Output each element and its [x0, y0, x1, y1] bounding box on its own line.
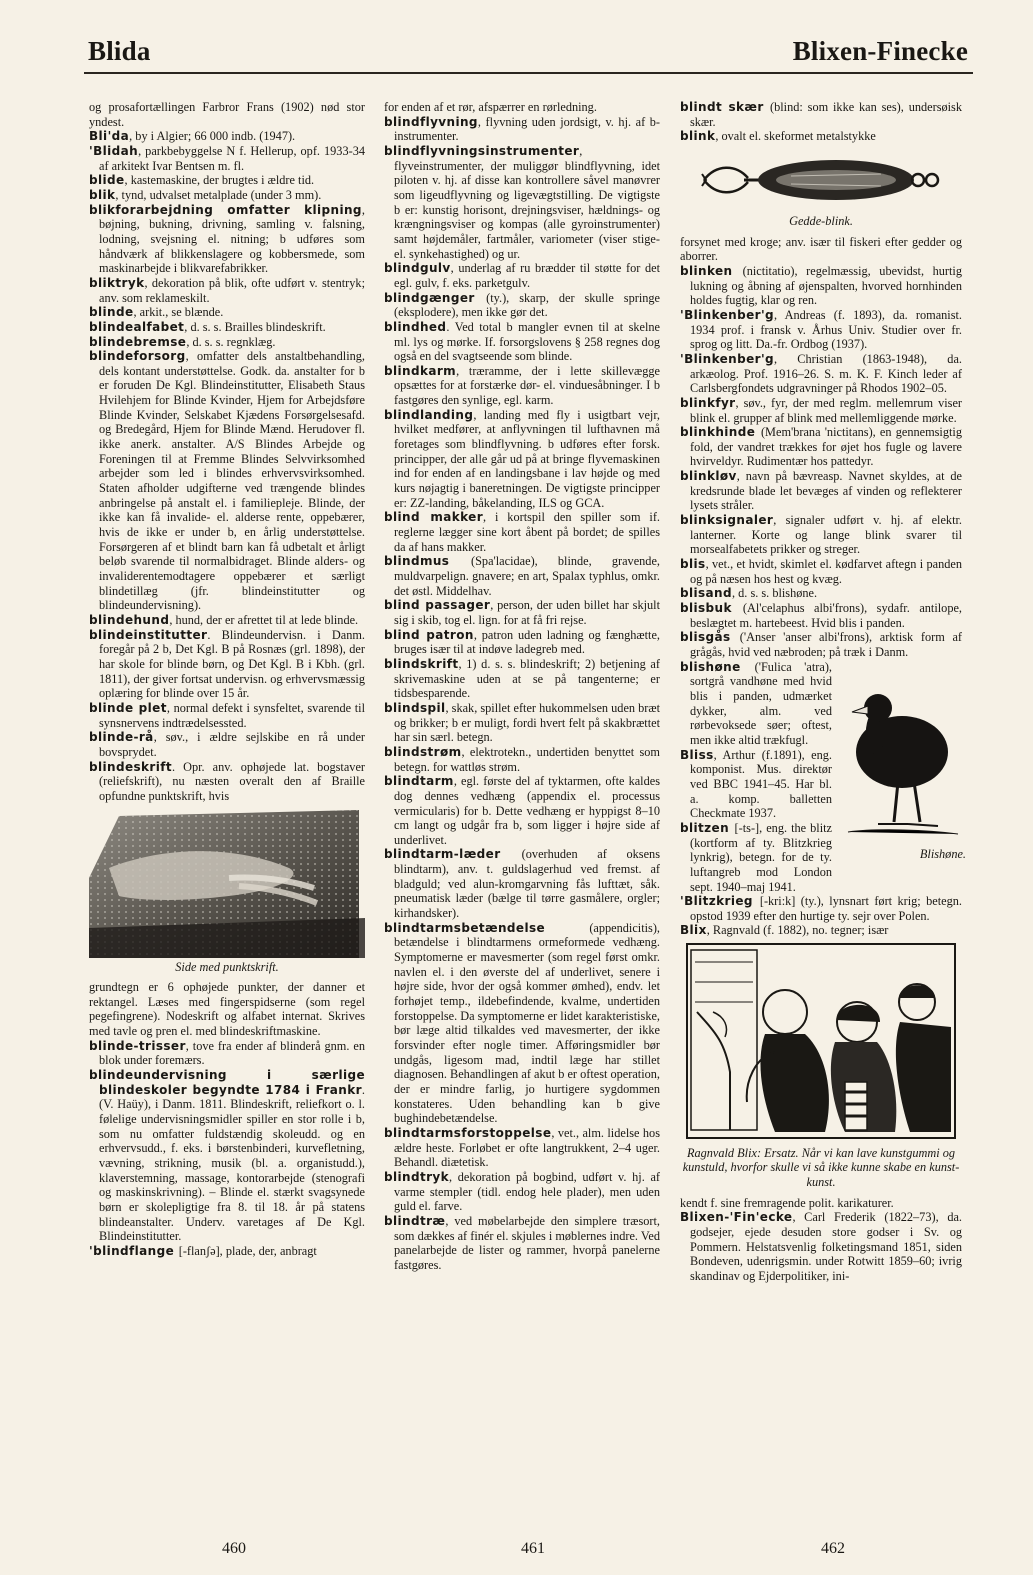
entry-headword: 'Blinkenber'g — [680, 307, 775, 322]
column-462-entries — [680, 100, 962, 144]
dictionary-entry: blisbuk (Al'celaphus albi'frons), sydafr. antilope, beslægtet m. hartebeest. Hvid blis i panden. — [680, 601, 963, 630]
dictionary-entry: blindeskrift. Opr. anv. ophøjede lat. bogstaver (reliefskrift), nu næsten overalt den af Braille opfundne punktskrift, hvis — [89, 759, 365, 803]
dictionary-entry: blindstrøm, elektrotekn., undertiden benyttet som betegn. for wattløs strøm. — [384, 744, 660, 774]
entry-headword: blinkhinde — [680, 425, 761, 440]
dictionary-entry: blindtryk, dekoration på bogbind, udført v. hj. af varme stempler (tidl. endog hele plader), men uden guld el. farve. — [384, 1169, 660, 1214]
entry-headword: blindeinstitutter — [89, 627, 208, 642]
dictionary-entry: blide, kastemaskine, der brugtes i ældre tid. — [89, 173, 315, 188]
entry-headword: blitzen — [680, 820, 735, 835]
entry-headword: blind makker — [384, 510, 484, 525]
dictionary-entry: blindtarm, egl. første del af tyktarmen, ofte kaldes dog dennes vedhæng (appendix el. processus vermicularis) for b. Dette vedhæng er hyppigst 8–10 cm langt og udgår fra b, som ligger i højre side af underlivet. — [384, 774, 660, 847]
entry-headword: blind passager — [384, 598, 491, 613]
entry-headword: blishøne — [680, 659, 755, 674]
entry-headword: blind patron — [384, 627, 474, 642]
entry-headword: blinkløv — [680, 469, 737, 484]
entry-headword: blindehund — [89, 612, 170, 627]
entry-headword: blindtarmsbetændelse — [384, 920, 590, 935]
dictionary-entry: blindtarm-læder (overhuden af oksens blindtarm), anv. t. guldslagerhud ved fremst. af bladguld; ved alun-kromgarvning fås lufttæt, såk. pneumatisk læder (bælge til tørre gasmålere, orgler; kirhandsker). — [384, 847, 660, 921]
dictionary-entry: blinkfyr, søv., fyr, der med reglm. mellemrum viser blink el. grupper af blink med mellemliggende mørke. — [680, 395, 962, 425]
entry-headword: 'Blidah — [89, 143, 139, 158]
dictionary-entry: blitzen [-ts-], eng. the blitz (kortform af ty. Blitzkrieg lynkrig), betegn. for de ty. luftangreb mod London sept. 1940–maj 1941. — [680, 820, 832, 894]
entry-headword: blindkarm — [384, 363, 457, 378]
dictionary-entry: 'Blitzkrieg [-kri:k] (ty.), lynsnart ført krig; betegn. opstod 1939 efter den hurtige ty. sejr over Polen. — [680, 894, 962, 923]
ragnvald-blix-caricature — [685, 942, 957, 1140]
entry-headword: blindspil — [384, 700, 446, 715]
dictionary-entry: blindgulv, underlag af ru brædder til støtte for det egl. gulv, f. eks. parketgulv. — [384, 261, 660, 290]
entry-headword: blindt skær — [680, 100, 771, 114]
entry-headword: blisbuk — [680, 601, 743, 616]
entry-headword: blindtarmsforstoppelse — [384, 1125, 552, 1140]
dictionary-entry: Bliss, Arthur (f.1891), eng. komponist. Mus. direktør ved BBC 1941–45. Har bl. a. komp. balletten Checkmate 1937. — [680, 747, 832, 821]
dictionary-entry: blindflyvningsinstrumenter, flyveinstrumenter, der muliggør blindflyvning, idet piloten v. hj. af disse kan kontrollere såvel manøvrer som ligeudflyvning og ligevægtstilling. De vigtigste b er: kunstig horisont, drejningsviser, hældnings- og krængningsviser og kompas (alle gyroinstrumenter) samt højdemåler, fartmåler, variometer (viser stige- el. synkehastighed) og ur. — [384, 143, 660, 261]
dictionary-entry: blindeforsorg, omfatter dels anstaltbehandling, dels kontant understøttelse. Godk. da. anstalter for b er foruden De Kgl. Blindeinstitutter, Elisabeth Staus Hvilehjem for Blinde Kvinder, Hjem for Arbejdsføre Blinde Kvinder, Selskabet Kjædens Forsørgelsesafd. og Bredegård, Hjem for Blinde Mænd. Herudover fl. ikke anerk. anstalter. A/S Blindes Arbejde og Foreningen til at Fremme Blindes Selvvirksomhed arbejder som led i blindes erhvervsvirksomhed. Staten afholder udgifterne ved trængende blindes anbringelse på anstalt el. i familiepleje. Blinde, der ikke kan få invalide- el. alderse rente, oppebærer, hvis de ikke er under b, en årlig understøttelse. Forsørgeren af et blindt barn kan få udbetalt et årligt beløb svarende til normalbidraget. Blinde alders- og invaliderentemodtagere oppebærer et særligt blindetillæg (jfr. blindeinstitutter og blindeundervisning). — [89, 349, 365, 613]
entry-headword: blinde plet — [89, 700, 167, 715]
entry-headword: 'blindflange — [89, 1243, 179, 1258]
column-461-entries — [384, 100, 660, 1273]
dictionary-entry: blindhed. Ved total b mangler evnen til at skelne ml. lys og mørke. If. forsorgslovens § 258 regnes dog også en del svagtseende som blinde. — [384, 319, 660, 364]
entry-headword: blindtarm-læder — [384, 847, 522, 862]
coot-figure — [838, 662, 966, 868]
dictionary-entry: blink, ovalt el. skeformet metalstykke — [680, 129, 876, 144]
dictionary-entry: blindehund, hund, der er afrettet til at lede blinde. — [89, 612, 359, 627]
entry-headword: blik — [89, 187, 116, 202]
running-head-left: Blida — [88, 36, 151, 66]
dictionary-entry: 'blindflange [-flanʃə], plade, der, anbragt — [89, 1243, 317, 1258]
braille-photo-caption: Side med punktskrift. — [175, 959, 279, 974]
dictionary-entry: blik, tynd, udvalset metalplade (under 3 mm). — [89, 187, 322, 202]
dictionary-entry: blisand, d. s. s. blishøne. — [680, 586, 818, 601]
dictionary-entry: blinde-rå, søv., i ældre sejlskibe en rå under bovsprydet. — [89, 730, 365, 759]
dictionary-entry: blindt skær (blind: som ikke kan ses), undersøisk skær. — [680, 100, 962, 129]
dictionary-entry: og prosafortællingen Farbror Frans (1902) nød stor yndest. — [89, 100, 365, 129]
entry-headword: blinde-rå — [89, 730, 154, 745]
entry-headword: Bliss — [680, 747, 714, 762]
dictionary-entry: blikforarbejdning omfatter klipning, bøjning, bukning, drivning, samling v. falsning, lodning, svejsning el. nitning; b udføres som håndværk af blikkenslagere og kobbersmede, som maskinarbejde i blikvarefabrikker. — [89, 202, 365, 276]
dictionary-entry: blinkhinde (Mem'brana 'nictitans), en gennemsigtig fold, der vandret trækkes for øjet hos fugle og lavere hvirveldyr. Rudimentær hos pattedyr. — [680, 425, 962, 469]
entry-headword: blis — [680, 557, 706, 572]
dictionary-entry: blinde plet, normal defekt i synsfeltet, svarende til synsnervens indtrædelsessted. — [89, 700, 365, 730]
entry-headword: blindtryk — [384, 1169, 450, 1184]
page-number-462: 462 — [821, 1540, 845, 1557]
caricature-figure — [680, 942, 962, 1190]
dictionary-entry: blind patron, patron uden ladning og fænghætte, bruges især til at indøve ladegreb med. — [384, 627, 660, 657]
braille-hand-image — [89, 808, 365, 958]
entry-headword: blindlanding — [384, 407, 474, 422]
coot-bird-image — [838, 662, 966, 842]
dictionary-entry: blindmus (Spa'lacidae), blinde, gravende, muldvarpelign. gnavere; en art, Spalax typhlus, omkr. det østl. Middelhav. — [384, 554, 660, 598]
dictionary-entry: blindtarmsforstoppelse, vet., alm. lidelse hos ældre heste. Forløbet er ofte langtrukkent, 2–4 uger. Behandl. diætetisk. — [384, 1125, 660, 1170]
page-number-461: 461 — [521, 1540, 545, 1557]
entry-headword: blindhed — [384, 319, 447, 334]
caricature-caption: Ragnvald Blix: Ersatz. Når vi kan lave kunstgummi og kunstuld, hvorfor skulle vi så ikke kunne skabe en kunst-kunst. — [682, 1145, 960, 1190]
dictionary-entry: blindtræ, ved møbelarbejde den simplere træsort, som dækkes af finér el. skjules i møblernes indre. Ved panelarbejde de lister og rammer, hvorpå panelerne fastgøres. — [384, 1213, 660, 1272]
entry-headword: blindgulv — [384, 261, 451, 276]
entry-headword: Bli'da — [89, 129, 130, 144]
entry-headword: blinkfyr — [680, 395, 736, 410]
column-461 — [384, 100, 660, 1273]
dictionary-entry: Blix, Ragnvald (f. 1882), no. tegner; især — [680, 923, 889, 938]
dictionary-entry: blinde, arkit., se blænde. — [89, 305, 224, 320]
pike-lure-caption: Gedde-blink. — [789, 213, 853, 228]
entry-headword: blindflyvning — [384, 114, 478, 129]
pike-spoon-lure-image — [696, 150, 946, 212]
dictionary-entry: bliktryk, dekoration på blik, ofte udført v. stentryk; anv. som reklameskilt. — [89, 275, 365, 305]
page-number-460: 460 — [222, 1540, 246, 1557]
entry-headword: blisgås — [680, 630, 740, 645]
entry-headword: blink — [680, 129, 716, 144]
dictionary-entry: blishøne ('Fulica 'atra), sortgrå vandhøne med hvid blis i panden, udmærket dykker, alm. ved rørbevoksede søer; oftest, men ikke altid trækfugl. — [680, 659, 832, 747]
pike-lure-figure — [680, 150, 962, 229]
column-460-entries-after — [89, 980, 365, 1258]
column-460-entries — [89, 100, 365, 804]
dictionary-entry: blinken (nictitatio), regelmæssig, ubevidst, hurtig lukning og åbning af øjenspalten, hvorved hornhinden holdes fugtig, klar og ren. — [680, 263, 962, 308]
entry-headword: 'Blitzkrieg — [680, 894, 760, 909]
dictionary-entry: 'Blinkenber'g, Andreas (f. 1893), da. romanist. 1934 prof. i fransk v. Århus Univ. Studier over fr. sprog og litt. Da.-fr. Ordbog (1937). — [680, 307, 962, 352]
running-head-right: Blixen-Finecke — [792, 36, 968, 66]
entry-headword: blindmus — [384, 554, 471, 569]
dictionary-entry: blinkløv, navn på bævreasp. Navnet skyldes, at de kredsrunde blade let bevæges af vinden og reflekterer lysets stråler. — [680, 469, 962, 513]
column-462-entries-after — [680, 1196, 962, 1284]
dictionary-entry: blinde-trisser, tove fra ender af blinderå gnm. en blok under foremærs. — [89, 1038, 365, 1068]
dictionary-entry: blindspil, skak, spillet efter hukommelsen uden bræt og brikker; b er muligt, fordi hvert felt på skakbrættet har sin særl. betegn. — [384, 700, 660, 745]
entry-headword: blindeskrift — [89, 759, 172, 774]
entry-headword: blinde-trisser — [89, 1038, 186, 1053]
entry-headword: blinde — [89, 305, 134, 320]
dictionary-entry: blindealfabet, d. s. s. Brailles blindeskrift. — [89, 319, 326, 334]
entry-headword: blindtræ — [384, 1213, 446, 1228]
braille-photo — [89, 808, 365, 975]
entry-headword: blisand — [680, 586, 732, 601]
entry-headword: bliktryk — [89, 275, 145, 290]
dictionary-entry: 'Blinkenber'g, Christian (1863-1948), da. arkæolog. Prof. 1916–26. S. m. K. F. Kinch leder af Carlsbergfondets udgravninger på Rhodos 1902–05. — [680, 351, 962, 396]
dictionary-entry: blindflyvning, flyvning uden jordsigt, v. hj. af b-instrumenter. — [384, 114, 660, 144]
column-460 — [89, 100, 365, 1259]
entry-headword: blindgænger — [384, 290, 487, 305]
entry-headword: blindeforsorg — [89, 349, 186, 364]
dictionary-entry: blindebremse, d. s. s. regnklæg. — [89, 334, 276, 349]
entry-headword: blindebremse — [89, 334, 187, 349]
dictionary-entry: blindeundervisning i særlige blindeskoler begyndte 1784 i Frankr. (V. Haüy), i Danm. 1811. Blindeskrift, reliefkort o. l. følelige undervisningsmidler spiller en stor rolle i b, som nu omfatter fuldstændig skoleudd. og en erhvervsudd., f. eks. i børstenbinderi, kurvefletning, vævning, strikning, musik (bl. a. organistudd.), klaverstemning, massage, kontorarbejde (stenografi og maskinskrivning). – Blinde el. stærkt svagsynede børn er skolepligtige fra 8. til 18. år på statens blindeanstalter. Underv. varetages af De Kgl. Blindeinstitutter. — [89, 1068, 365, 1244]
dictionary-entry: blindtarmsbetændelse (appendicitis), betændelse i blindtarmens ormeformede vedhæng. Symptomerne er mavesmerter (som regel først omkr. navlen el. i den øverste del af underlivet, senere i højre side, hvor der også kommer ømhed), endv. let forhøjet temp., ildebefindende, kvalme, undertiden forstoppelse. Da symptomerne er lidet karakteristiske, bør læge altid tilkaldes ved mavesmerter, der ikke forsvinder efter nogle timer. Afføringsmidler bør undgås, ligesom mad, indtil læge har stillet diagnosen. Behandlingen af akut b er oftest operation, der er mindre farlig, jo hurtigere sygdommen konstateres. Uden behandling kan b give bughindebetændelse. — [384, 920, 661, 1126]
dictionary-entry: blisgås ('Anser 'anser albi'frons), arktisk form af grågås, hvid ved næbroden; på træk i Danm. — [680, 630, 963, 659]
dictionary-entry: blind passager, person, der uden billet har skjult sig i skib, tog el. lign. for at få fri rejse. — [384, 598, 660, 627]
entry-headword: blindskrift — [384, 656, 459, 671]
entry-headword: blide — [89, 173, 125, 188]
coot-caption: Blishøne. — [919, 847, 966, 862]
entry-headword: Blixen-'Fin'ecke — [680, 1210, 793, 1225]
entry-headword: blindtarm — [384, 774, 454, 789]
entry-headword: 'Blinkenber'g — [680, 351, 775, 366]
dictionary-entry: kendt f. sine fremragende polit. karikaturer. — [680, 1195, 894, 1210]
dictionary-entry: grundtegn er 6 ophøjede punkter, der danner et rektangel. Læses med fingerspidserne (som regel pegefingrene). Nodeskrift og alfabet internat. Skrives med tavle og pren el. med blindeskriftmaskine. — [89, 980, 365, 1039]
dictionary-entry: blindkarm, træramme, der i lette skillevægge opsættes for at forstærke dør- el. vinduesåbninger. I b fastgøres den synlige, egl. karm. — [384, 363, 660, 408]
dictionary-entry: blis, vet., et hvidt, skimlet el. kødfarvet aftegn i panden og på næsen hos hest og kvæg. — [680, 557, 962, 586]
dictionary-entry: blinksignaler, signaler udført v. hj. af elektr. lanterner. Korte og lange blink svarer til morsealfabetets prikker og streger. — [680, 513, 962, 557]
dictionary-entry: Blixen-'Fin'ecke, Carl Frederik (1822–73), da. godsejer, ejede desuden store godser i Sv. og Pommern. Helstatsvenlig folketingsmand 1851, siden Bondeven, udenrigsmin. under Rotwitt 1859–60; ivrig skandinav og Ejderpolitiker, ini- — [680, 1210, 962, 1284]
entry-headword: blinken — [680, 263, 743, 278]
column-462-entries-mid — [680, 234, 966, 939]
entry-headword: blindeundervisning i særlige blindeskoler begyndte 1784 i Frankr — [89, 1068, 365, 1097]
dictionary-entry: Bli'da, by i Algier; 66 000 indb. (1947). — [89, 129, 296, 144]
dictionary-entry: blindeinstitutter. Blindeundervisn. i Danm. foregår på 2 b, Det Kgl. B på Rosnæs (grl. 1898), der har skole for blinde børn, og Det Kgl. B i Kbh. (grl. 1811), der giver fortsat undervisn. og erhvervsmæssig oplæring for blinde over 15 år. — [89, 627, 365, 701]
entry-headword: blikforarbejdning omfatter klipning — [89, 202, 362, 217]
column-462 — [680, 100, 966, 1284]
dictionary-entry: blind makker, i kortspil den spiller som if. reglerne lægger sine kort åbent på bordet; de spilles da af hans makker. — [384, 510, 660, 554]
entry-headword: blindealfabet — [89, 319, 185, 334]
dictionary-entry: forsynet med kroge; anv. især til fiskeri efter gedder og aborrer. — [680, 234, 962, 264]
dictionary-entry: blindskrift, 1) d. s. s. blindeskrift; 2) betjening af skrivemaskine uden at se på tangenterne; er tidsbesparende. — [384, 656, 660, 701]
dictionary-entry: blindlanding, landing med fly i usigtbart vejr, hvilket medfører, at anflyvningen til lufthavnen må foretages som blindflyvning. b udføres efter forsk. principper, der alle går ud på at bringe flyvemaskinen ind for enden af en landingsbane i lav højde og med kurs nøjagtig i baneretningen. De vigtigste principper er: ZZ-landing, båkelanding, ILS og GCA. — [384, 407, 660, 510]
dictionary-entry: 'Blidah, parkbebyggelse N f. Hellerup, opf. 1933-34 af arkitekt Ivar Bentsen m. fl. — [89, 143, 365, 173]
entry-headword: blindflyvningsinstrumenter — [384, 143, 580, 158]
entry-headword: blinksignaler — [680, 513, 774, 528]
header-rule — [84, 72, 973, 74]
entry-headword: Blix — [680, 923, 707, 938]
entry-headword: blindstrøm — [384, 744, 462, 759]
dictionary-entry: blindgænger (ty.), skarp, der skulle springe (eksplodere), men ikke gør det. — [384, 290, 661, 320]
dictionary-entry: for enden af et rør, afspærrer en rørledning. — [384, 100, 597, 114]
